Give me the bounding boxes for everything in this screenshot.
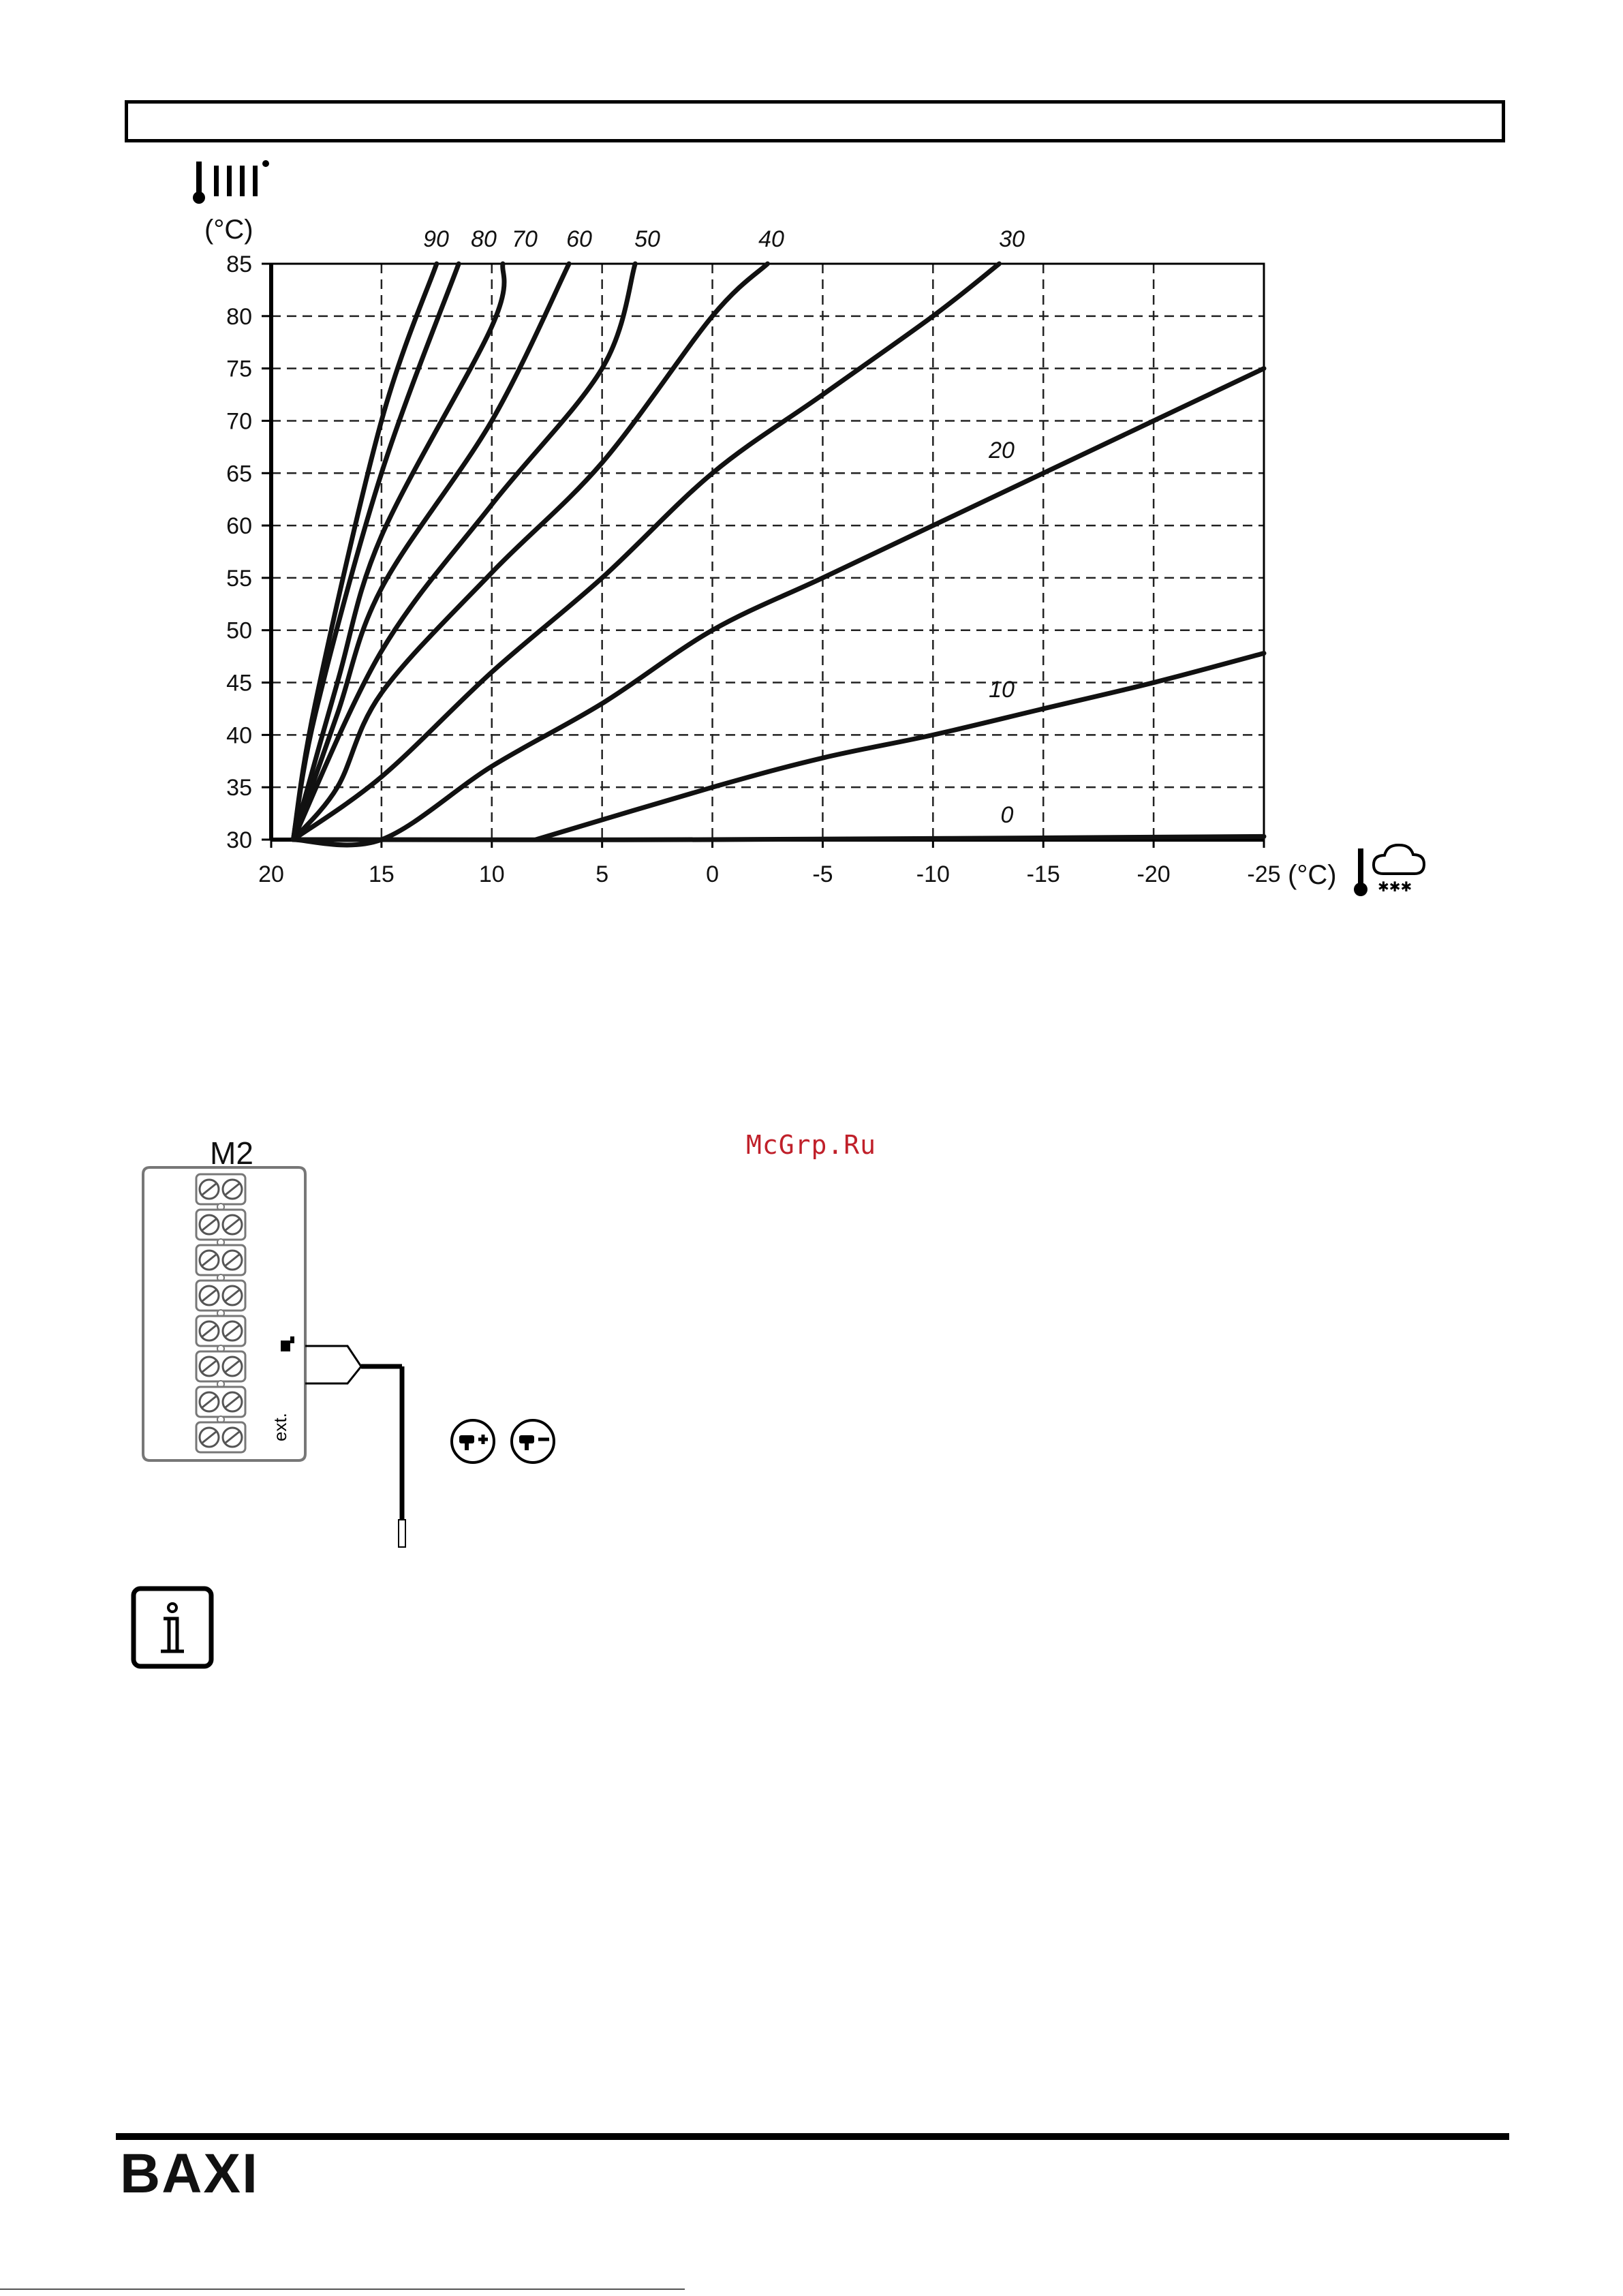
- svg-text:✱✱✱: ✱✱✱: [1378, 880, 1412, 895]
- chart-axes: [262, 264, 1264, 848]
- series-curve-90: [293, 264, 436, 840]
- series-curve-60: [293, 264, 569, 840]
- brand-logo: BAXI: [120, 2143, 259, 2205]
- x-tick-label: 5: [596, 861, 609, 887]
- x-tick-label: -25: [1247, 861, 1281, 887]
- y-tick-label: 75: [226, 356, 252, 382]
- tick-labels: [226, 251, 1280, 887]
- x-tick-label: -5: [812, 861, 833, 887]
- x-tick-label: -10: [916, 861, 950, 887]
- curve-label-0: 0: [1000, 802, 1014, 828]
- curve-label-10: 10: [989, 677, 1015, 703]
- y-tick-label: 85: [226, 251, 252, 277]
- series-curve-30: [293, 264, 999, 840]
- y-axis-unit: (°C): [204, 215, 253, 245]
- series-curve-50: [293, 264, 635, 840]
- curve-label-40: 40: [758, 226, 784, 252]
- plot-frame: [271, 264, 1264, 840]
- curve-label-70: 70: [512, 226, 538, 252]
- x-tick-label: 10: [478, 861, 505, 887]
- info-icon: [129, 1585, 218, 1673]
- y-tick-label: 80: [226, 303, 252, 330]
- dhw-plus-icon: [452, 1420, 494, 1463]
- sensor-probe: [399, 1520, 405, 1547]
- outdoor-temperature-icon: [1354, 845, 1424, 896]
- dhw-buttons: [450, 1418, 562, 1465]
- series-curve-20: [293, 369, 1264, 845]
- y-tick-label: 40: [226, 722, 252, 749]
- series-curve-0: [293, 836, 1264, 840]
- x-tick-label: 0: [706, 861, 720, 887]
- x-axis-unit: (°C): [1288, 860, 1337, 890]
- curve-label-20: 20: [989, 438, 1015, 463]
- terminal-block-diagram: [129, 1162, 436, 1557]
- x-tick-label: -15: [1026, 861, 1060, 887]
- y-tick-label: 65: [226, 461, 252, 487]
- x-tick-label: -20: [1137, 861, 1171, 887]
- ext-label: ext.: [270, 1413, 290, 1441]
- chart-grid: [271, 264, 1264, 840]
- terminal-title: M2: [210, 1135, 253, 1171]
- dhw-minus-icon: [512, 1420, 554, 1463]
- x-tick-label: 15: [368, 861, 395, 887]
- y-tick-label: 60: [226, 513, 252, 540]
- curve-label-90: 90: [423, 226, 449, 252]
- y-tick-label: 55: [226, 565, 252, 592]
- series-curve-10: [536, 654, 1264, 840]
- y-tick-label: 35: [226, 775, 252, 801]
- y-tick-label: 50: [226, 617, 252, 644]
- thermometer-icon: [281, 1336, 294, 1351]
- footer-rule: [116, 2133, 1509, 2140]
- y-tick-label: 45: [226, 670, 252, 697]
- series-layer: [293, 264, 1264, 845]
- curve-label-60: 60: [566, 226, 592, 252]
- curve-label-80: 80: [471, 226, 497, 252]
- radiator-temperature-icon: [193, 160, 269, 204]
- x-tick-label: 20: [258, 861, 284, 887]
- curve-label-50: 50: [634, 226, 660, 252]
- watermark: McGrp.Ru: [746, 1130, 877, 1160]
- y-tick-label: 30: [226, 827, 252, 853]
- y-tick-label: 70: [226, 408, 252, 435]
- curve-label-30: 30: [999, 226, 1025, 252]
- page-bottom-rule: [0, 2289, 685, 2290]
